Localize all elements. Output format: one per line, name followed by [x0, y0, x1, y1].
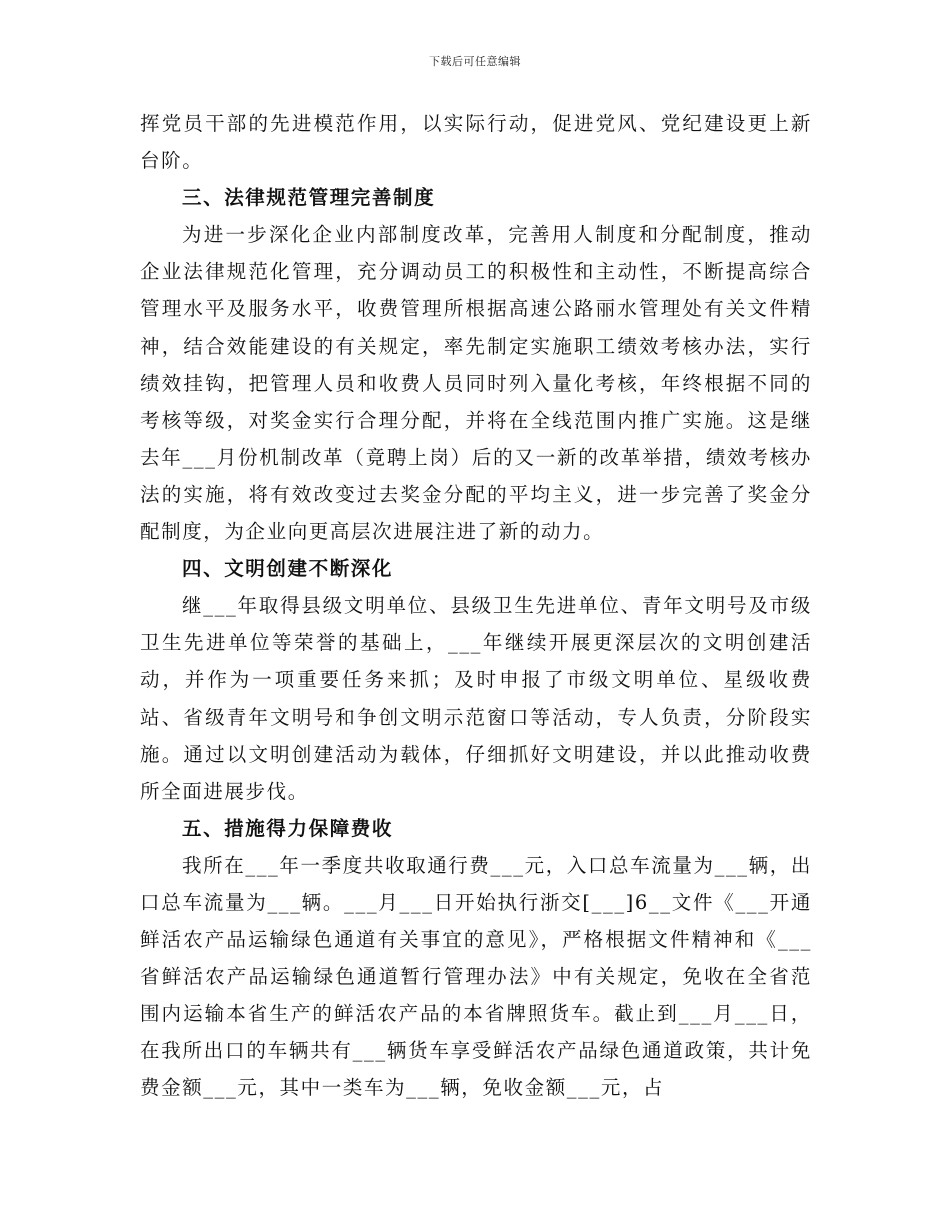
paragraph-legal-management: 为进一步深化企业内部制度改革，完善用人制度和分配制度，推动企业法律规范化管理，充分调动员工的积极性和主动性，不断提高综合管理水平及服务水平，收费管理所根据高速公路丽水管理处有关文件精神，结合效能建设的有关规定，率先制定实施职工绩效考核办法，实行绩效挂钩，把管理人员和收费人员同时列入量化考核，年终根据不同的考核等级，对奖金实行合理分配，并将在全线范围内推广实施。这是继去年___月份机制改革（竟聘上岗）后的又一新的改革举措，绩效考核办法的实施，将有效改变过去奖金分配的平均主义，进一步完善了奖金分配制度，为企业向更高层次进展注进了新的动力。 [140, 223, 812, 544]
paragraph-toll-collection: 我所在___年一季度共收取通行费___元，入口总车流量为___辆，出口总车流量为___辆。___月___日开始执行浙交[___]6__文件《___开通鲜活农产品运输绿色通道有关事宜的意见》，严格根据文件精神和《___省鲜活农产品运输绿色通道暂行管理办法》中有关规定，免收在全省范围内运输本省生产的鲜活农产品的本省牌照货车。截止到___月___日，在我所出口的车辆共有___辆货车享受鲜活农产品绿色通道政策，共计免费金额___元，其中一类车为___辆，免收金额___元，占 [140, 853, 812, 1100]
page-header: 下载后可任意编辑 [429, 55, 521, 68]
paragraph-civilization: 继___年取得县级文明单位、县级卫生先进单位、青年文明号及市级卫生先进单位等荣誉的基础上，___年继续开展更深层次的文明创建活动，并作为一项重要任务来抓；及时申报了市级文明单位、星级收费站、省级青年文明号和争创文明示范窗口等活动，专人负责，分阶段实施。通过以文明创建活动为载体，仔细抓好文明建设，并以此推动收费所全面进展步伐。 [140, 594, 812, 803]
section-heading-4: 四、文明创建不断深化 [182, 557, 394, 581]
document-body [140, 105, 812, 1107]
paragraph-continuation: 挥党员干部的先进模范作用，以实际行动，促进党风、党纪建设更上新台阶。 [140, 112, 812, 173]
section-heading-3: 三、法律规范管理完善制度 [182, 186, 436, 210]
section-heading-5: 五、措施得力保障费收 [182, 816, 394, 840]
